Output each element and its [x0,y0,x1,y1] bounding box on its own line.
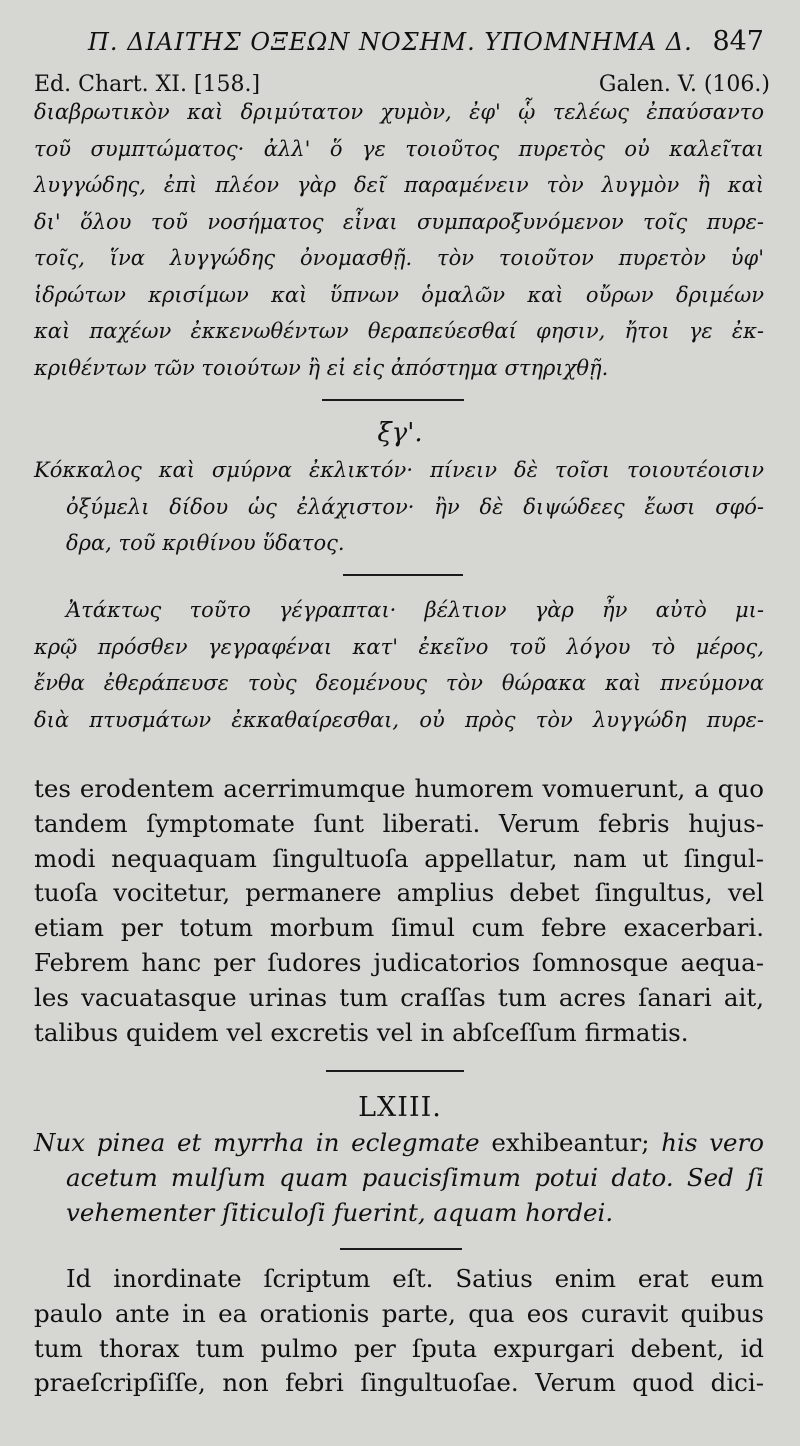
text-line: acetum mulſum quam paucisſimum potui dato. Sed ſi [66,1162,764,1192]
text-line: Κόκκαλος καὶ σμύρνα ἐκλικτόν· πίνειν δὲ τοῖσι τοιουτέοισιν [34,458,764,482]
text-line: paulo ante in ea orationis parte, qua eos curavit quibus [34,1298,764,1328]
text-line: ἔνθα ἐθεράπευσε τοὺς δεομένους τὸν θώρακα καὶ πνεύμονα [34,671,764,695]
text-line: tes erodentem acerrimumque humorem vomuerunt, a quo [34,774,764,803]
text-line: etiam per totum morbum ſimul cum febre exacerbari. [34,913,764,943]
greek-commentary-1 [34,94,764,386]
text-line: praeſcripſiſſe, non febri ſingultuoſae. Verum quod dici- [34,1368,764,1398]
text-line: δι' ὅλου τοῦ νοσήματος εἶναι συμπαροξυνόμενον τοῖς πυρε- [34,209,764,234]
text-line: διαβρωτικὸν καὶ δριμύτατον χυμὸν, ἐφ' ᾧ τελέως ἐπαύσαντο [34,100,764,124]
greek-section-number: ξγ'. [377,418,423,448]
text-line: vehementer ſiticuloſi fuerint, aquam hordei. [66,1197,614,1227]
text-line: δρα, τοῦ κριθίνου ὕδατος. [66,531,345,555]
section-divider [340,1248,462,1250]
greek-commentary-2 [34,592,764,738]
latin-commentary-1 [34,772,764,1050]
page-number: 847 [712,26,764,57]
text-line [34,1126,764,1161]
text-line: Febrem hanc per ſudores judicatorios ſomnosque aequa- [34,947,764,977]
text-line: tum thorax tum pulmo per ſputa expurgari debent, id [34,1333,764,1363]
text-line: λυγγώδης, ἐπὶ πλέον γὰρ δεῖ παραμένειν τὸν λυγμὸν ἢ καὶ [34,173,764,197]
section-divider [322,399,464,401]
edition-left: Ed. Chart. XI. [158.] [34,72,261,97]
aphorism-italic-text: his vero [661,1128,764,1157]
text-line: les vacuatasque urinas tum craſſas tum acres ſanari ait, [34,982,764,1012]
text-line: Id inordinate ſcriptum eſt. Satius enim erat eum [66,1264,764,1293]
text-line: κριθέντων τῶν τοιούτων ἢ εἰ εἰς ἀπόστημα στηριχθῇ. [34,355,609,380]
latin-commentary-2 [34,1262,764,1401]
text-line: ἱδρώτων κρισίμων καὶ ὕπνων ὁμαλῶν καὶ οὔρων δριμέων [34,282,764,307]
running-title-text: Π. ΔΙΑΙΤΗΣ ΟΞΕΩΝ ΝΟΣΗΜ. ΥΠΟΜΝΗΜΑ Δ. [88,28,693,56]
latin-aphorism [34,1126,764,1230]
aphorism-italic-text: Nux pinea et myrrha in eclegmate [34,1128,480,1157]
text-line: καὶ παχέων ἐκκενωθέντων θεραπεύεσθαί φησιν, ἤτοι γε ἐκ- [34,319,764,343]
text-line: τοῖς, ἵνα λυγγώδης ὀνομασθῇ. τὸν τοιοῦτον πυρετὸν ὑφ' [34,246,764,270]
text-line: τοῦ συμπτώματος· ἀλλ' ὅ γε τοιοῦτος πυρετὸς οὐ καλεῖται [34,136,764,161]
text-line: κρῷ πρόσθεν γεγραφέναι κατ' ἐκεῖνο τοῦ λόγου τὸ μέρος, [34,634,764,659]
edition-right: Galen. V. (106.) [598,72,770,97]
section-divider [343,574,463,576]
text-line: modi nequaquam ſingultuoſa appellatur, nam ut ſingul- [34,843,764,873]
greek-aphorism [34,452,764,562]
latin-section-number: LXIII. [358,1092,442,1123]
aphorism-roman-text: exhibeantur; [491,1128,650,1157]
running-title [88,28,768,56]
text-line: διὰ πτυσμάτων ἐκκαθαίρεσθαι, οὐ πρὸς τὸν λυγγώδη πυρε- [34,707,764,732]
section-divider [326,1070,464,1072]
text-line: ὀξύμελι δίδου ὡς ἐλάχιστον· ἢν δὲ διψώδεες ἔωσι σφό- [66,494,764,519]
text-line: talibus quidem vel excretis vel in abſceſſum firmatis. [34,1017,689,1047]
text-line: tandem ſymptomate ſunt liberati. Verum febris hujus- [34,808,764,838]
text-line: Ἀτάκτως τοῦτο γέγραπται· βέλτιον γὰρ ἦν αὐτὸ μι- [66,598,764,622]
text-line: tuoſa vocitetur, permanere amplius debet ſingultus, vel [34,878,764,908]
